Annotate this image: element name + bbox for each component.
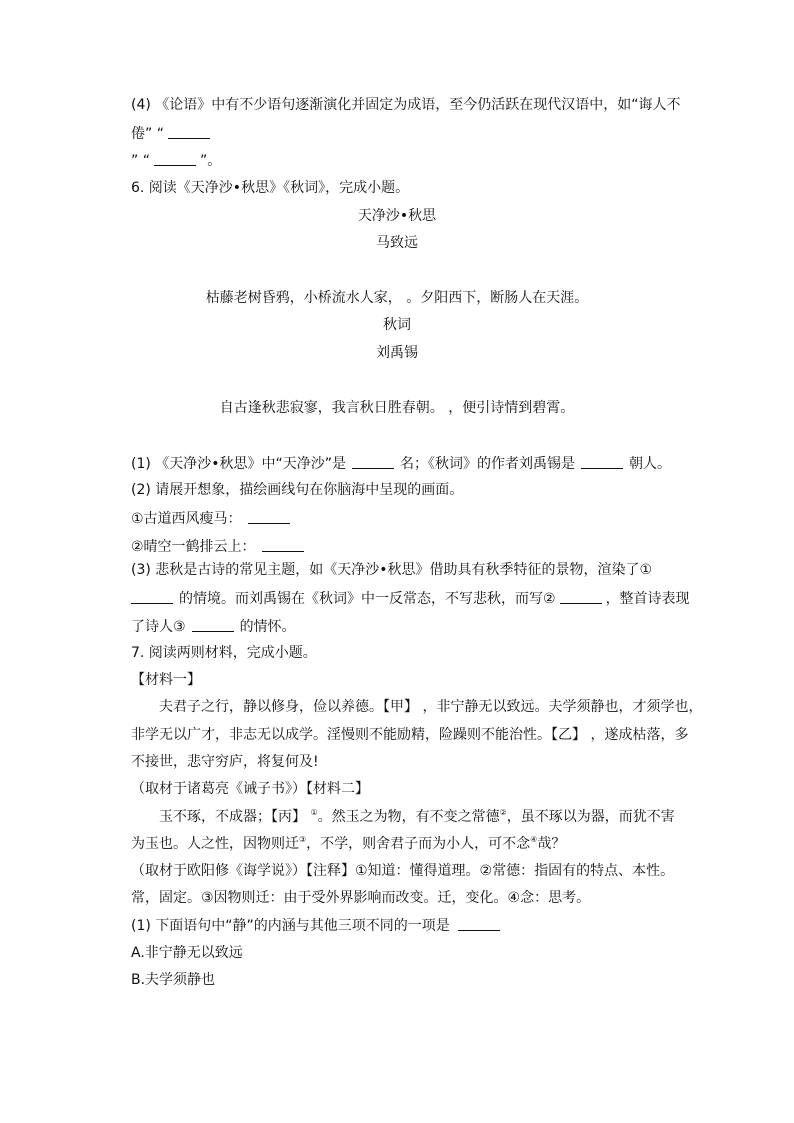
answer-blank[interactable] [458,916,500,931]
answer-blank[interactable] [192,617,234,632]
material-1-line-3: 不接世，悲守穷庐，将复何及! [131,754,319,770]
q6-3-line-2: 的情境。而刘禹锡在《秋词》中一反常态，不写悲秋，而写② ，整首诗表现 [131,589,690,608]
q6-3-line-3: 了诗人③ 的情怀。 [131,619,296,635]
answer-blank[interactable] [168,124,210,139]
q6-2-item-2: ②晴空一鹤排云上： [131,537,304,556]
material-1-source: （取材于诸葛亮《诫子书》）【材料二】 [131,781,369,797]
q4-line-1: (4) 《论语》中有不少语句逐渐演化并固定为成语，至今仍活跃在现代汉语中，如“诲人不 [131,97,681,113]
q6-3-line-1: (3) 悲秋是古诗的常见主题，如《天净沙•秋思》借助具有秋季特征的景物，渲染了① [131,562,653,578]
material-1-heading: 【材料一】 [131,672,201,688]
q4-line-3: ” “ ”。 [131,153,222,169]
answer-blank[interactable] [248,509,290,524]
q6-1: (1) 《天净沙•秋思》中“天净沙”是 名；《秋词》的作者刘禹锡是 朝人。 [131,456,672,472]
q6-2-item-1: ①古道西风瘦马： [131,509,290,528]
option-a[interactable]: A.非宁静无以致远 [131,945,243,961]
answer-blank[interactable] [352,454,394,469]
poem-2-author: 刘禹锡 [376,345,418,361]
material-2-line-1: 玉不琢，不成器；【丙】 ①。然玉之为物，有不变之常德②，虽不琢以为器，而犹不害 [159,808,675,825]
question-7-heading: 7. 阅读两则材料，完成小题。 [131,645,317,661]
poem-1-author: 马致远 [376,235,418,251]
answer-blank[interactable] [581,454,623,469]
material-2-line-2: 为玉也。人之性，因物则迁③，不学，则舍君子而为小人，可不念④哉？ [131,835,566,852]
poem-1-text: 枯藤老树昏鸦，小桥流水人家， 。夕阳西下，断肠人在天涯。 [205,290,589,306]
material-1-line-1: 夫君子之行，静以修身，俭以养德。【甲】 ，非宁静无以致远。夫学须静也，才须学也， [159,699,703,715]
question-6-heading: 6. 阅读《天净沙•秋思》《秋词》，完成小题。 [131,180,410,196]
poem-2-text: 自古逢秋悲寂寥，我言秋日胜春朝。 ，便引诗情到碧霄。 [219,400,575,416]
material-2-notes-1: （取材于欧阳修《诲学说》）【注释】①知道：懂得道理。②常德：指固有的特点、本性。 [131,863,675,879]
material-1-line-2: 非学无以广才，非志无以成学。淫慢则不能励精，险躁则不能治性。【乙】 ，遂成枯落，多 [131,727,689,743]
material-2-notes-2: 常，固定。③因物则迁：由于受外界影响而改变。迁，变化。④念：思考。 [131,890,591,906]
q7-1: (1) 下面语句中“静”的内涵与其他三项不同的一项是 [131,916,500,935]
option-b[interactable]: B.夫学须静也 [131,972,216,988]
poem-1-title: 天净沙•秋思 [357,208,437,224]
answer-blank[interactable] [154,151,196,166]
answer-blank[interactable] [131,589,173,604]
poem-2-title: 秋词 [383,317,411,333]
answer-blank[interactable] [262,537,304,552]
q4-line-2: 倦” “ [131,124,210,143]
answer-blank[interactable] [560,589,602,604]
q6-2: (2) 请展开想象，描绘画线句在你脑海中呈现的画面。 [131,482,464,498]
